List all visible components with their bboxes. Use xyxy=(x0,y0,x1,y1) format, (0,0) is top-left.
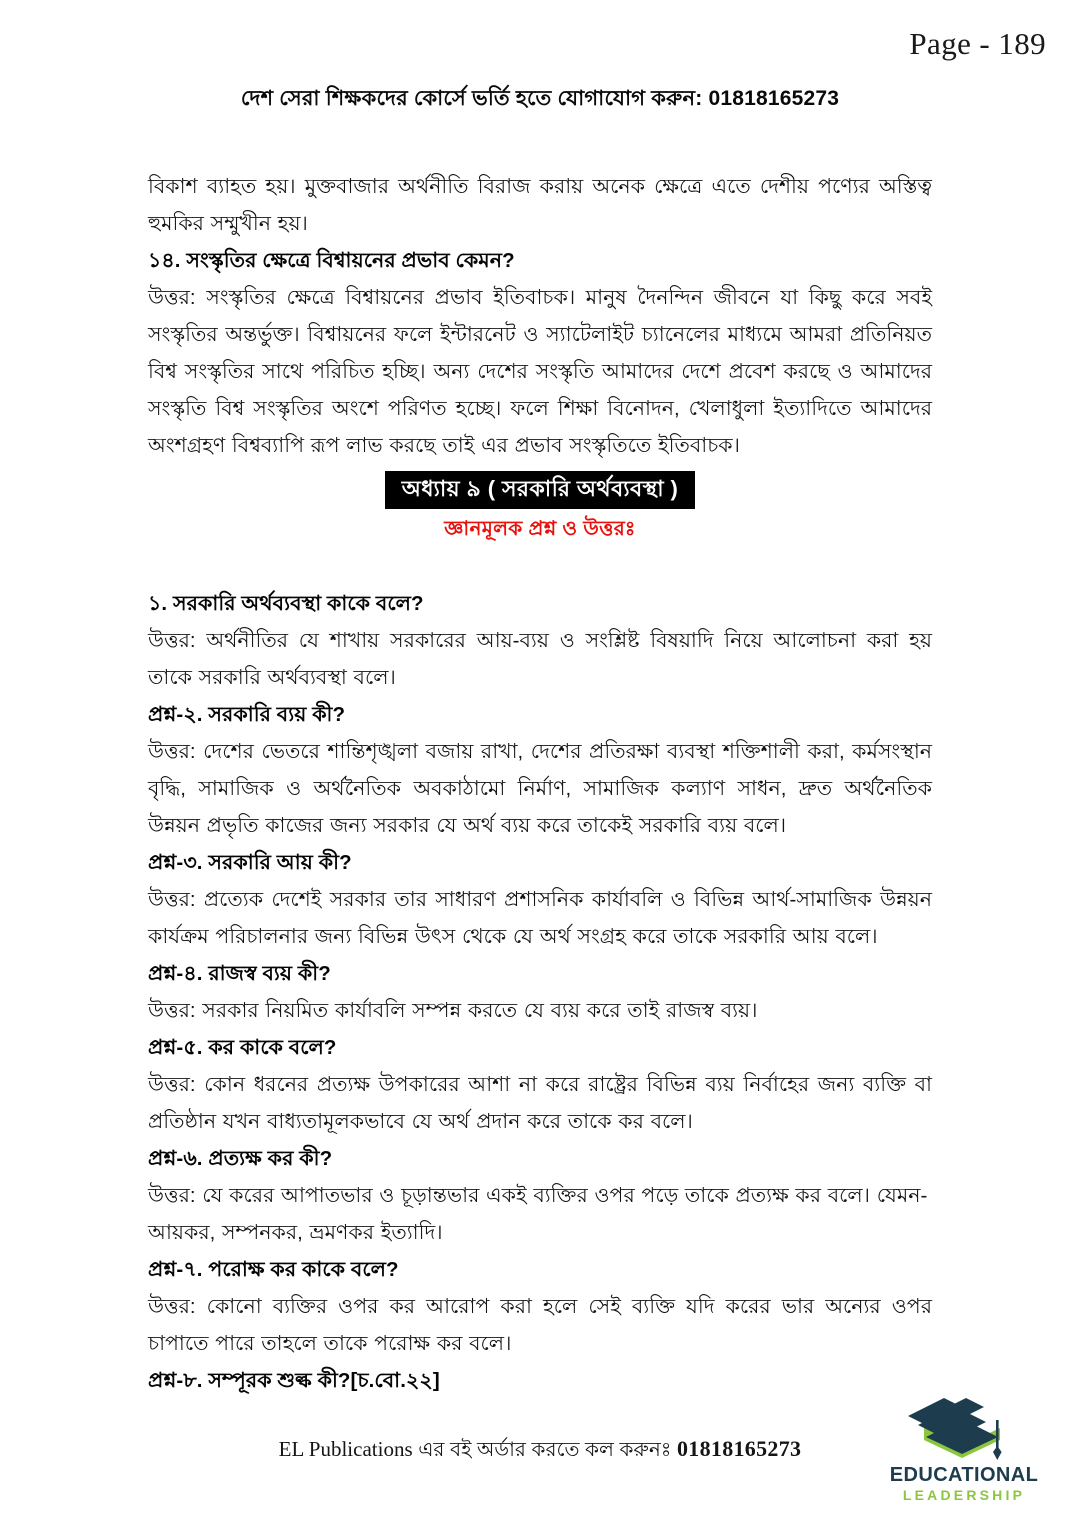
chapter-subheading: জ্ঞানমূলক প্রশ্ন ও উত্তরঃ xyxy=(444,518,636,540)
footer-order-text: এর বই অর্ডার করতে কল করুনঃ xyxy=(412,1439,677,1461)
qa-question-5: প্রশ্ন-৫. কর কাকে বলে? xyxy=(148,1036,337,1059)
qa-question-4: প্রশ্ন-৪. রাজস্ব ব্যয় কী? xyxy=(148,962,331,985)
qa-answer-2: উত্তর: দেশের ভেতরে শান্তিশৃঙ্খলা বজায় রাখা, দেশের প্রতিরক্ষা ব্যবস্থা শক্তিশালী করা, কর্মসংস্থান বৃদ্ধি, সামাজিক ও অর্থনৈতিক অবকাঠামো নির্মাণ, সামাজিক কল্যাণ সাধন, দ্রুত অর্থনৈতিক উন্নয়ন প্রভৃতি কাজের জন্য সরকার যে অর্থ ব্যয় করে তাকেই সরকারি ব্যয় বলে। xyxy=(148,740,932,837)
footer-publisher-name: EL Publications xyxy=(278,1437,413,1461)
qa-answer-6: উত্তর: যে করের আপাতভার ও চূড়ান্তভার একই ব্যক্তির ওপর পড়ে তাকে প্রত্যক্ষ কর বলে। যেমন- আয়কর, সম্পনকর, ভ্রমণকর ইত্যাদি। xyxy=(148,1184,928,1244)
qa-answer-4: উত্তর: সরকার নিয়মিত কার্যাবলি সম্পন্ন করতে যে ব্যয় করে তাই রাজস্ব ব্যয়। xyxy=(148,999,758,1022)
page-content xyxy=(148,168,932,1399)
chapter-banner: অধ্যায় ৯ ( সরকারি অর্থব্যবস্থা ) xyxy=(385,471,696,509)
educational-leadership-logo xyxy=(876,1392,1052,1514)
footer-phone-number: 01818165273 xyxy=(677,1436,802,1461)
qa-question-6: প্রশ্ন-৬. প্রত্যক্ষ কর কী? xyxy=(148,1147,333,1170)
question-heading-14: ১৪. সংস্কৃতির ক্ষেত্রে বিশ্বায়নের প্রভাব কেমন? xyxy=(148,249,515,272)
qa-answer-7: উত্তর: কোনো ব্যক্তির ওপর কর আরোপ করা হলে সেই ব্যক্তি যদি করের ভার অন্যের ওপর চাপাতে পারে তাহলে তাকে পরোক্ষ কর বলে। xyxy=(148,1295,932,1355)
promo-header-text: দেশ সেরা শিক্ষকদের কোর্সে ভর্তি হতে যোগাযোগ করুন: 01818165273 xyxy=(240,87,840,110)
graduation-cap-icon xyxy=(904,1392,1024,1464)
spacer xyxy=(148,545,932,585)
qa-question-8: প্রশ্ন-৮. সম্পূরক শুল্ক কী?[চ.বো.২২] xyxy=(148,1369,440,1392)
qa-question-3: প্রশ্ন-৩. সরকারি আয় কী? xyxy=(148,851,352,874)
logo-line-leadership: LEADERSHIP xyxy=(902,1487,1026,1503)
qa-question-2: প্রশ্ন-২. সরকারি ব্যয় কী? xyxy=(148,703,346,726)
qa-answer-5: উত্তর: কোন ধরনের প্রত্যক্ষ উপকারের আশা না করে রাষ্ট্রের বিভিন্ন ব্যয় নির্বাহের জন্য ব্যক্তি বা প্রতিষ্ঠান যখন বাধ্যতামূলকভাবে যে অর্থ প্রদান করে তাকে কর বলে। xyxy=(148,1073,932,1133)
logo-line-educational: EDUCATIONAL xyxy=(889,1464,1039,1486)
continued-paragraph: বিকাশ ব্যাহত হয়। মুক্তবাজার অর্থনীতি বিরাজ করায় অনেক ক্ষেত্রে এতে দেশীয় পণ্যের অস্তিত্ব হুমকির সম্মুখীন হয়। xyxy=(148,175,932,235)
qa-question-7: প্রশ্ন-৭. পরোক্ষ কর কাকে বলে? xyxy=(148,1258,399,1281)
qa-question-1: ১. সরকারি অর্থব্যবস্থা কাকে বলে? xyxy=(148,592,424,615)
chapter-banner-wrap xyxy=(148,471,932,509)
qa-answer-3: উত্তর: প্রত্যেক দেশেই সরকার তার সাধারণ প্রশাসনিক কার্যাবলি ও বিভিন্ন আর্থ-সামাজিক উন্নয়ন কার্যক্রম পরিচালনার জন্য বিভিন্ন উৎস থেকে যে অর্থ সংগ্রহ করে তাকে সরকারি আয় বলে। xyxy=(148,888,932,948)
qa-answer-1: উত্তর: অর্থনীতির যে শাখায় সরকারের আয়-ব্যয় ও সংশ্লিষ্ট বিষয়াদি নিয়ে আলোচনা করা হয় তাকে সরকারি অর্থব্যবস্থা বলে। xyxy=(148,629,932,689)
answer-14: উত্তর: সংস্কৃতির ক্ষেত্রে বিশ্বায়নের প্রভাব ইতিবাচক। মানুষ দৈনন্দিন জীবনে যা কিছু করে সবই সংস্কৃতির অন্তর্ভুক্ত। বিশ্বায়নের ফলে ইন্টারনেট ও স্যাটেলাইট চ্যানেলের মাধ্যমে আমরা প্রতিনিয়ত বিশ্ব সংস্কৃতির সাথে পরিচিত হচ্ছি। অন্য দেশের সংস্কৃতি আমাদের দেশে প্রবেশ করছে ও আমাদের সংস্কৃতি বিশ্ব সংস্কৃতির অংশে পরিণত হচ্ছে। ফলে শিক্ষা বিনোদন, খেলাধুলা ইত্যাদিতে আমাদের অংশগ্রহণ বিশ্বব্যাপি রূপ লাভ করছে তাই এর প্রভাব সংস্কৃতিতে ইতিবাচক। xyxy=(148,286,932,457)
page-number: Page - 189 xyxy=(909,26,1046,61)
